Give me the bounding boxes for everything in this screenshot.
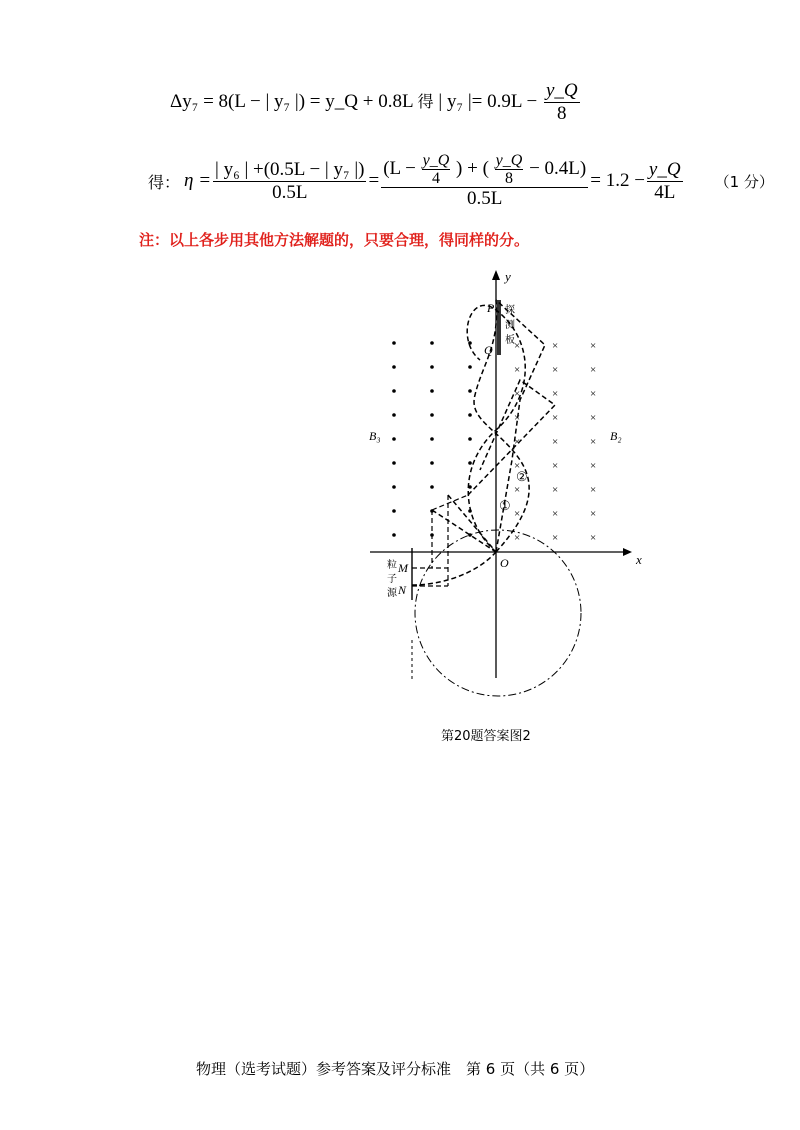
field-cross: × bbox=[514, 484, 521, 496]
field-dot bbox=[392, 437, 396, 441]
field-dot bbox=[430, 389, 434, 393]
fraction-denominator: 0.5L bbox=[467, 188, 503, 209]
field-dot bbox=[430, 365, 434, 369]
source-label-char-1: 粒 bbox=[387, 560, 397, 571]
track-label-2: ② bbox=[516, 469, 528, 484]
grading-note: 注：以上各步用其他方法解题的，只要合理，得同样的分。 bbox=[139, 231, 530, 249]
figure-caption: 第20题答案图2 bbox=[441, 729, 531, 744]
page-footer: 物理（选考试题）参考答案及评分标准 第 6 页（共 6 页） bbox=[196, 1060, 595, 1078]
field-cross: × bbox=[590, 532, 597, 544]
field-dot bbox=[468, 389, 472, 393]
x-axis-arrow bbox=[623, 548, 632, 556]
field-dot bbox=[468, 437, 472, 441]
detector-label-char-1: 探 bbox=[505, 305, 515, 316]
field-dot bbox=[392, 365, 396, 369]
field-cross: × bbox=[552, 388, 559, 400]
label-Q: Q bbox=[484, 343, 493, 357]
field-dot bbox=[392, 461, 396, 465]
field-crosses-into-page bbox=[514, 340, 596, 544]
fraction-numerator: y_Q bbox=[648, 158, 681, 180]
field-cross: × bbox=[590, 436, 597, 448]
field-cross: × bbox=[514, 340, 521, 352]
field-cross: × bbox=[590, 484, 597, 496]
field-dot bbox=[430, 461, 434, 465]
x-axis-label: x bbox=[636, 552, 642, 567]
field-cross: × bbox=[590, 340, 597, 352]
field-cross: × bbox=[552, 460, 559, 472]
detector-plate bbox=[497, 300, 501, 355]
sub-denominator: 8 bbox=[505, 170, 513, 187]
fraction-eta-substituted bbox=[381, 152, 588, 210]
field-cross: × bbox=[514, 412, 521, 424]
equation-de-word: 得 bbox=[417, 91, 434, 111]
field-cross: × bbox=[552, 508, 559, 520]
fraction-denominator: 4L bbox=[654, 181, 676, 203]
field-cross: × bbox=[514, 388, 521, 400]
field-cross: × bbox=[552, 340, 559, 352]
numerator-part-b: ) + ( bbox=[456, 157, 489, 179]
field-dot bbox=[468, 413, 472, 417]
field-dot bbox=[430, 341, 434, 345]
fraction-numerator: | y₆ | +(0.5L − | y₇ |) bbox=[215, 158, 365, 180]
field-dot bbox=[392, 341, 396, 345]
track-label-1: ① bbox=[499, 498, 511, 513]
field-cross: × bbox=[552, 436, 559, 448]
field-dot bbox=[468, 365, 472, 369]
fraction-denominator: 8 bbox=[557, 103, 567, 124]
label-M: M bbox=[398, 561, 408, 575]
field-dots-out-of-page bbox=[392, 341, 472, 537]
source-label-char-3: 源 bbox=[387, 588, 397, 599]
equation-eta-symbol: η = bbox=[184, 170, 212, 191]
fraction-numerator: y_Q bbox=[545, 80, 578, 101]
field-dot bbox=[392, 533, 396, 537]
field-cross: × bbox=[590, 508, 597, 520]
field-dot bbox=[468, 461, 472, 465]
field-label-B2: B₂ bbox=[610, 429, 622, 443]
field-cross: × bbox=[590, 460, 597, 472]
sub-numerator: y_Q bbox=[495, 152, 523, 169]
numerator-part-c: − 0.4L) bbox=[529, 157, 587, 179]
detector-label-char-2: 测 bbox=[505, 320, 515, 331]
fraction-denominator: 0.5L bbox=[272, 181, 308, 203]
field-cross: × bbox=[514, 532, 521, 544]
field-cross: × bbox=[514, 508, 521, 520]
field-dot bbox=[430, 437, 434, 441]
field-dot bbox=[430, 413, 434, 417]
sub-numerator: y_Q bbox=[422, 152, 450, 169]
equation-result: = 1.2 − bbox=[590, 170, 645, 191]
field-cross: × bbox=[552, 364, 559, 376]
equation-delta-y7 bbox=[170, 80, 582, 125]
field-cross: × bbox=[552, 412, 559, 424]
equation-de-label: 得： bbox=[148, 172, 181, 192]
field-cross: × bbox=[552, 532, 559, 544]
large-circle-trajectory bbox=[415, 530, 581, 696]
field-dot bbox=[430, 485, 434, 489]
field-dot bbox=[392, 413, 396, 417]
field-cross: × bbox=[514, 364, 521, 376]
field-dot bbox=[392, 485, 396, 489]
y-axis-label: y bbox=[505, 269, 511, 284]
score-mark: （1 分） bbox=[714, 172, 774, 191]
label-P: P bbox=[487, 301, 495, 315]
fraction-eta-definition bbox=[213, 159, 366, 204]
fraction-yq-over-4 bbox=[422, 152, 451, 187]
fraction-yq-over-4L bbox=[647, 159, 683, 204]
field-label-B3: B₃ bbox=[369, 429, 381, 443]
sub-denominator: 4 bbox=[431, 170, 440, 187]
field-cross: × bbox=[590, 388, 597, 400]
equation-abs-y7: | y₇ |= 0.9L − bbox=[438, 90, 538, 112]
source-label-char-2: 子 bbox=[387, 574, 397, 585]
numerator-part-a: (L − bbox=[383, 157, 416, 179]
equation-delta-y7-lhs: Δy₇ = 8(L − | y₇ |) = y_Q + 0.8L bbox=[170, 90, 413, 112]
figure-answer-diagram bbox=[360, 262, 650, 707]
origin-label: O bbox=[500, 556, 509, 570]
equation-eta: 得： η = $\frac{\text{| y₆ | +(0.5L − | y₇ |)}}{0.5L}$ = (L − $\frac{y\_Q}{4}$ ) + ( $\frac{y\_Q}{8}$ − 0.4L) 0.5L = 1.2 − $\frac{y\_Q}{4L}$ （1 分） bbox=[148, 152, 774, 209]
field-cross: × bbox=[552, 484, 559, 496]
fraction-yq-over-8 bbox=[495, 152, 524, 187]
field-cross: × bbox=[514, 460, 521, 472]
fraction-numerator bbox=[381, 152, 588, 188]
detector-label-char-3: 板 bbox=[505, 335, 515, 346]
field-dot bbox=[392, 509, 396, 513]
label-N: N bbox=[398, 583, 407, 597]
field-cross: × bbox=[514, 436, 521, 448]
field-dot bbox=[392, 389, 396, 393]
field-cross: × bbox=[590, 364, 597, 376]
y-axis-arrow bbox=[492, 270, 500, 280]
field-cross: × bbox=[590, 412, 597, 424]
fraction-yq-over-8 bbox=[544, 80, 580, 125]
